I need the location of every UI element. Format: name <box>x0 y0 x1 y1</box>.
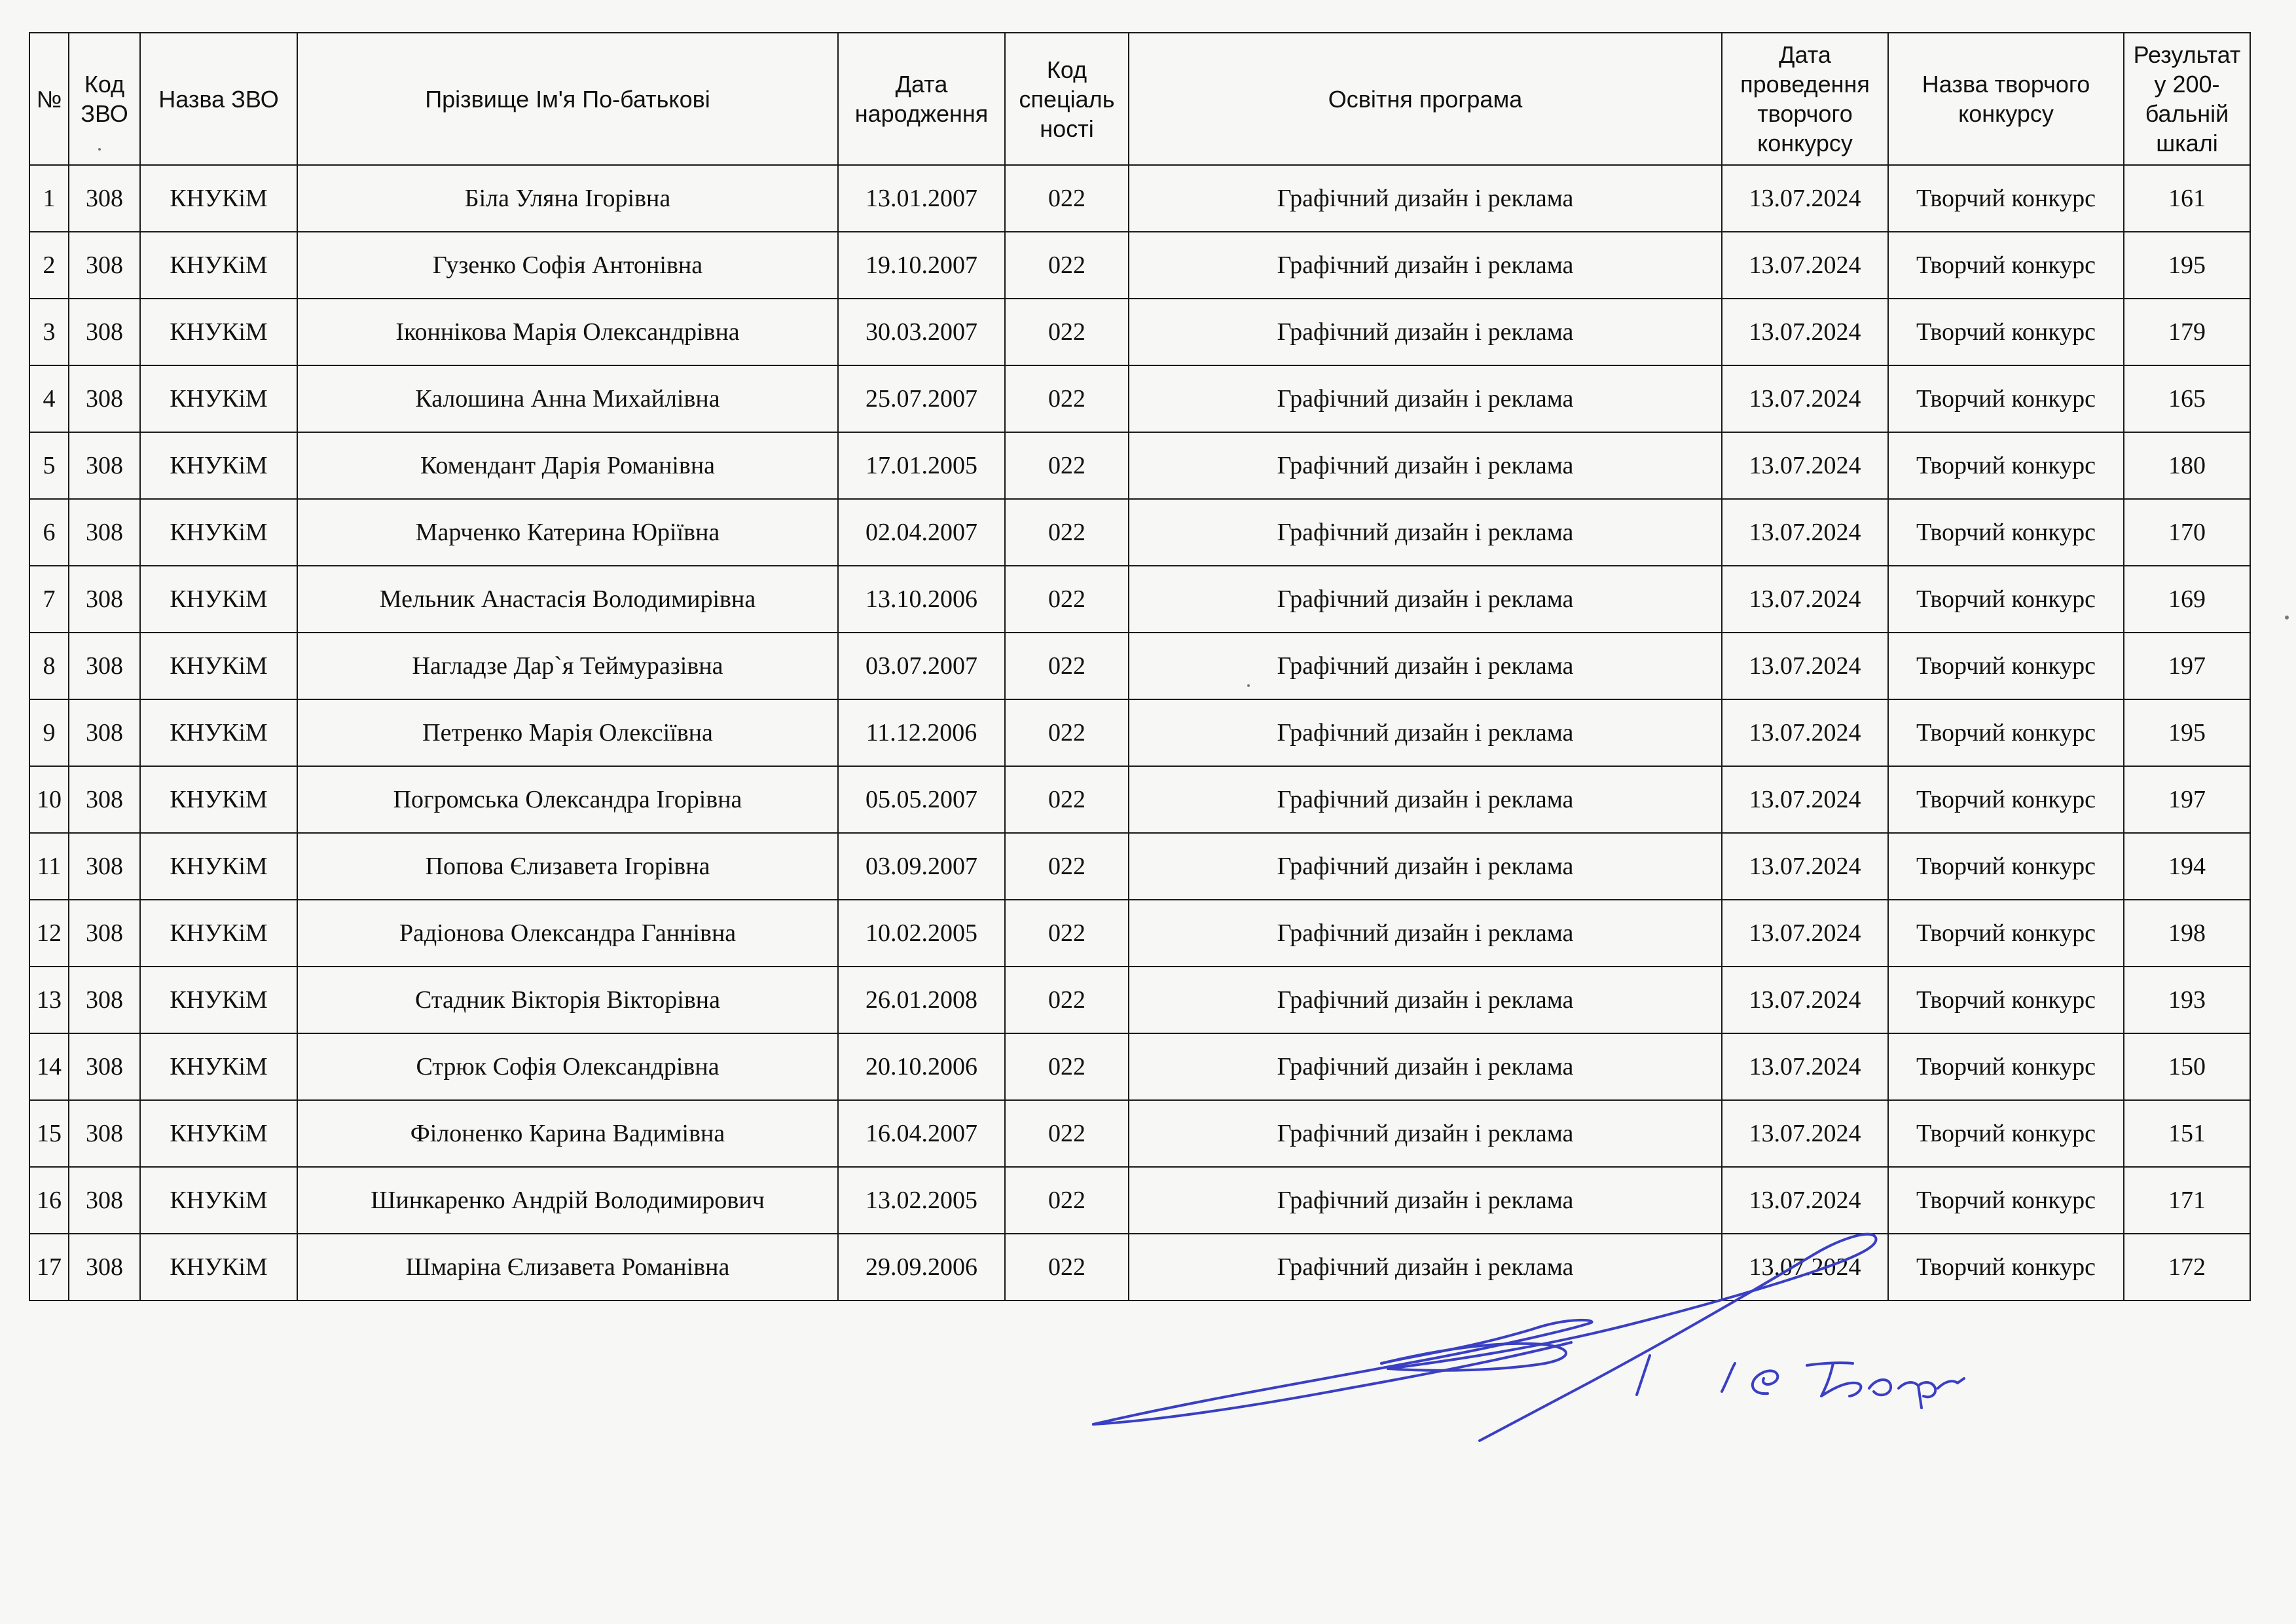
cell-score: 170 <box>2124 499 2250 566</box>
cell-full-name: Шинкаренко Андрій Володимирович <box>297 1167 838 1234</box>
cell-exam-date: 13.07.2024 <box>1722 633 1888 699</box>
cell-score: 198 <box>2124 900 2250 967</box>
cell-num: 3 <box>29 299 69 365</box>
cell-num: 14 <box>29 1033 69 1100</box>
cell-spec-code: 022 <box>1005 1234 1129 1301</box>
cell-program: Графічний дизайн і реклама <box>1129 232 1722 299</box>
scan-speck <box>1247 684 1250 687</box>
header-num: № <box>29 33 69 165</box>
cell-univ-code: 308 <box>69 1033 140 1100</box>
cell-spec-code: 022 <box>1005 299 1129 365</box>
cell-spec-code: 022 <box>1005 900 1129 967</box>
cell-birth-date: 13.02.2005 <box>838 1167 1005 1234</box>
cell-univ-name: КНУКіМ <box>140 766 297 833</box>
cell-program: Графічний дизайн і реклама <box>1129 900 1722 967</box>
cell-program: Графічний дизайн і реклама <box>1129 967 1722 1033</box>
table-row <box>29 299 2250 365</box>
cell-exam-date: 13.07.2024 <box>1722 766 1888 833</box>
cell-exam-name: Творчий конкурс <box>1888 365 2124 432</box>
cell-spec-code: 022 <box>1005 633 1129 699</box>
cell-num: 10 <box>29 766 69 833</box>
cell-program: Графічний дизайн і реклама <box>1129 766 1722 833</box>
cell-exam-date: 13.07.2024 <box>1722 365 1888 432</box>
cell-program: Графічний дизайн і реклама <box>1129 1234 1722 1301</box>
cell-score: 165 <box>2124 365 2250 432</box>
cell-birth-date: 20.10.2006 <box>838 1033 1005 1100</box>
cell-score: 194 <box>2124 833 2250 900</box>
cell-birth-date: 10.02.2005 <box>838 900 1005 967</box>
cell-num: 4 <box>29 365 69 432</box>
cell-score: 172 <box>2124 1234 2250 1301</box>
cell-score: 193 <box>2124 967 2250 1033</box>
cell-spec-code: 022 <box>1005 432 1129 499</box>
cell-univ-code: 308 <box>69 1100 140 1167</box>
cell-univ-code: 308 <box>69 299 140 365</box>
cell-full-name: Попова Єлизавета Ігорівна <box>297 833 838 900</box>
cell-univ-name: КНУКіМ <box>140 1234 297 1301</box>
cell-birth-date: 11.12.2006 <box>838 699 1005 766</box>
cell-univ-name: КНУКіМ <box>140 365 297 432</box>
cell-exam-name: Творчий конкурс <box>1888 967 2124 1033</box>
cell-spec-code: 022 <box>1005 833 1129 900</box>
cell-birth-date: 02.04.2007 <box>838 499 1005 566</box>
cell-exam-date: 13.07.2024 <box>1722 1234 1888 1301</box>
table-row <box>29 365 2250 432</box>
cell-full-name: Нагладзе Дар`я Теймуразівна <box>297 633 838 699</box>
cell-univ-code: 308 <box>69 1234 140 1301</box>
cell-univ-code: 308 <box>69 833 140 900</box>
table-body <box>29 165 2250 1301</box>
cell-univ-code: 308 <box>69 165 140 232</box>
header-birth-date: Дата народження <box>838 33 1005 165</box>
scan-speck <box>2285 616 2289 619</box>
cell-full-name: Гузенко Софія Антонівна <box>297 232 838 299</box>
cell-exam-name: Творчий конкурс <box>1888 499 2124 566</box>
table-row <box>29 232 2250 299</box>
cell-univ-code: 308 <box>69 499 140 566</box>
cell-univ-name: КНУКіМ <box>140 432 297 499</box>
cell-num: 13 <box>29 967 69 1033</box>
cell-exam-date: 13.07.2024 <box>1722 967 1888 1033</box>
cell-exam-date: 13.07.2024 <box>1722 699 1888 766</box>
table-row <box>29 967 2250 1033</box>
cell-univ-code: 308 <box>69 432 140 499</box>
cell-exam-date: 13.07.2024 <box>1722 1033 1888 1100</box>
cell-univ-code: 308 <box>69 365 140 432</box>
cell-num: 1 <box>29 165 69 232</box>
cell-univ-name: КНУКіМ <box>140 499 297 566</box>
cell-exam-name: Творчий конкурс <box>1888 1167 2124 1234</box>
cell-univ-code: 308 <box>69 232 140 299</box>
cell-num: 16 <box>29 1167 69 1234</box>
cell-spec-code: 022 <box>1005 1100 1129 1167</box>
cell-spec-code: 022 <box>1005 165 1129 232</box>
cell-exam-name: Творчий конкурс <box>1888 1234 2124 1301</box>
cell-birth-date: 25.07.2007 <box>838 365 1005 432</box>
cell-num: 7 <box>29 566 69 633</box>
cell-num: 17 <box>29 1234 69 1301</box>
cell-exam-name: Творчий конкурс <box>1888 833 2124 900</box>
cell-full-name: Стадник Вікторія Вікторівна <box>297 967 838 1033</box>
results-table <box>29 32 2251 1301</box>
cell-score: 195 <box>2124 232 2250 299</box>
cell-univ-name: КНУКіМ <box>140 1033 297 1100</box>
cell-birth-date: 29.09.2006 <box>838 1234 1005 1301</box>
table-row <box>29 499 2250 566</box>
cell-univ-code: 308 <box>69 1167 140 1234</box>
cell-exam-name: Творчий конкурс <box>1888 1100 2124 1167</box>
cell-birth-date: 26.01.2008 <box>838 967 1005 1033</box>
cell-birth-date: 30.03.2007 <box>838 299 1005 365</box>
cell-program: Графічний дизайн і реклама <box>1129 499 1722 566</box>
cell-spec-code: 022 <box>1005 1033 1129 1100</box>
cell-full-name: Комендант Дарія Романівна <box>297 432 838 499</box>
cell-num: 2 <box>29 232 69 299</box>
cell-univ-code: 308 <box>69 566 140 633</box>
cell-score: 169 <box>2124 566 2250 633</box>
cell-exam-date: 13.07.2024 <box>1722 165 1888 232</box>
cell-num: 6 <box>29 499 69 566</box>
cell-program: Графічний дизайн і реклама <box>1129 299 1722 365</box>
cell-full-name: Мельник Анастасія Володимирівна <box>297 566 838 633</box>
cell-program: Графічний дизайн і реклама <box>1129 365 1722 432</box>
cell-score: 171 <box>2124 1167 2250 1234</box>
cell-univ-name: КНУКіМ <box>140 566 297 633</box>
cell-spec-code: 022 <box>1005 566 1129 633</box>
cell-univ-name: КНУКіМ <box>140 900 297 967</box>
table-row <box>29 165 2250 232</box>
cell-exam-date: 13.07.2024 <box>1722 232 1888 299</box>
cell-birth-date: 13.10.2006 <box>838 566 1005 633</box>
cell-score: 197 <box>2124 766 2250 833</box>
cell-program: Графічний дизайн і реклама <box>1129 633 1722 699</box>
cell-score: 161 <box>2124 165 2250 232</box>
cell-spec-code: 022 <box>1005 499 1129 566</box>
cell-program: Графічний дизайн і реклама <box>1129 165 1722 232</box>
cell-num: 9 <box>29 699 69 766</box>
cell-exam-date: 13.07.2024 <box>1722 833 1888 900</box>
cell-univ-name: КНУКіМ <box>140 967 297 1033</box>
cell-num: 11 <box>29 833 69 900</box>
cell-program: Графічний дизайн і реклама <box>1129 566 1722 633</box>
header-score: Результат у 200-бальній шкалі <box>2124 33 2250 165</box>
cell-num: 5 <box>29 432 69 499</box>
cell-exam-name: Творчий конкурс <box>1888 566 2124 633</box>
cell-program: Графічний дизайн і реклама <box>1129 833 1722 900</box>
signature-image <box>1074 1192 2095 1519</box>
cell-full-name: Іконнікова Марія Олександрівна <box>297 299 838 365</box>
cell-program: Графічний дизайн і реклама <box>1129 1033 1722 1100</box>
cell-birth-date: 13.01.2007 <box>838 165 1005 232</box>
cell-exam-name: Творчий конкурс <box>1888 165 2124 232</box>
cell-exam-date: 13.07.2024 <box>1722 499 1888 566</box>
cell-univ-code: 308 <box>69 766 140 833</box>
cell-full-name: Погромська Олександра Ігорівна <box>297 766 838 833</box>
header-univ-code: Код ЗВО <box>69 33 140 165</box>
table-row <box>29 900 2250 967</box>
cell-exam-name: Творчий конкурс <box>1888 900 2124 967</box>
cell-birth-date: 03.09.2007 <box>838 833 1005 900</box>
cell-univ-code: 308 <box>69 699 140 766</box>
header-spec-code: Код спеціаль ності <box>1005 33 1129 165</box>
table-row <box>29 766 2250 833</box>
table-row <box>29 566 2250 633</box>
cell-spec-code: 022 <box>1005 967 1129 1033</box>
cell-full-name: Філоненко Карина Вадимівна <box>297 1100 838 1167</box>
cell-spec-code: 022 <box>1005 232 1129 299</box>
cell-exam-name: Творчий конкурс <box>1888 766 2124 833</box>
cell-univ-name: КНУКіМ <box>140 232 297 299</box>
cell-score: 195 <box>2124 699 2250 766</box>
cell-score: 151 <box>2124 1100 2250 1167</box>
cell-exam-date: 13.07.2024 <box>1722 566 1888 633</box>
header-program: Освітня програма <box>1129 33 1722 165</box>
cell-birth-date: 03.07.2007 <box>838 633 1005 699</box>
cell-num: 12 <box>29 900 69 967</box>
cell-univ-name: КНУКіМ <box>140 165 297 232</box>
table-row <box>29 633 2250 699</box>
cell-spec-code: 022 <box>1005 365 1129 432</box>
table-row <box>29 699 2250 766</box>
table-row <box>29 1100 2250 1167</box>
cell-exam-date: 13.07.2024 <box>1722 1167 1888 1234</box>
table-row <box>29 1033 2250 1100</box>
cell-score: 197 <box>2124 633 2250 699</box>
header-univ-name: Назва ЗВО <box>140 33 297 165</box>
cell-univ-name: КНУКіМ <box>140 299 297 365</box>
cell-spec-code: 022 <box>1005 699 1129 766</box>
cell-program: Графічний дизайн і реклама <box>1129 1167 1722 1234</box>
cell-exam-name: Творчий конкурс <box>1888 432 2124 499</box>
cell-univ-name: КНУКіМ <box>140 699 297 766</box>
cell-score: 150 <box>2124 1033 2250 1100</box>
cell-exam-name: Творчий конкурс <box>1888 1033 2124 1100</box>
header-exam-name: Назва творчого конкурсу <box>1888 33 2124 165</box>
cell-univ-name: КНУКіМ <box>140 833 297 900</box>
cell-birth-date: 19.10.2007 <box>838 232 1005 299</box>
cell-birth-date: 16.04.2007 <box>838 1100 1005 1167</box>
cell-univ-code: 308 <box>69 900 140 967</box>
cell-score: 179 <box>2124 299 2250 365</box>
cell-program: Графічний дизайн і реклама <box>1129 1100 1722 1167</box>
cell-full-name: Шмаріна Єлизавета Романівна <box>297 1234 838 1301</box>
cell-full-name: Петренко Марія Олексіївна <box>297 699 838 766</box>
header-full-name: Прізвище Ім'я По-батькові <box>297 33 838 165</box>
cell-num: 15 <box>29 1100 69 1167</box>
cell-num: 8 <box>29 633 69 699</box>
header-exam-date: Дата проведення творчого конкурсу <box>1722 33 1888 165</box>
cell-exam-name: Творчий конкурс <box>1888 299 2124 365</box>
cell-full-name: Стрюк Софія Олександрівна <box>297 1033 838 1100</box>
cell-full-name: Біла Уляна Ігорівна <box>297 165 838 232</box>
cell-exam-date: 13.07.2024 <box>1722 1100 1888 1167</box>
cell-exam-date: 13.07.2024 <box>1722 900 1888 967</box>
table-row <box>29 432 2250 499</box>
scan-speck <box>98 148 101 151</box>
cell-score: 180 <box>2124 432 2250 499</box>
table-row <box>29 833 2250 900</box>
table-header-row <box>29 33 2250 165</box>
cell-full-name: Радіонова Олександра Ганнівна <box>297 900 838 967</box>
cell-exam-name: Творчий конкурс <box>1888 699 2124 766</box>
cell-univ-name: КНУКіМ <box>140 1100 297 1167</box>
cell-full-name: Калошина Анна Михайлівна <box>297 365 838 432</box>
cell-univ-name: КНУКіМ <box>140 1167 297 1234</box>
cell-exam-date: 13.07.2024 <box>1722 432 1888 499</box>
cell-birth-date: 05.05.2007 <box>838 766 1005 833</box>
cell-univ-name: КНУКіМ <box>140 633 297 699</box>
cell-spec-code: 022 <box>1005 766 1129 833</box>
cell-exam-date: 13.07.2024 <box>1722 299 1888 365</box>
cell-exam-name: Творчий конкурс <box>1888 232 2124 299</box>
cell-full-name: Марченко Катерина Юріївна <box>297 499 838 566</box>
cell-exam-name: Творчий конкурс <box>1888 633 2124 699</box>
cell-univ-code: 308 <box>69 633 140 699</box>
cell-program: Графічний дизайн і реклама <box>1129 699 1722 766</box>
cell-univ-code: 308 <box>69 967 140 1033</box>
cell-spec-code: 022 <box>1005 1167 1129 1234</box>
cell-program: Графічний дизайн і реклама <box>1129 432 1722 499</box>
cell-birth-date: 17.01.2005 <box>838 432 1005 499</box>
